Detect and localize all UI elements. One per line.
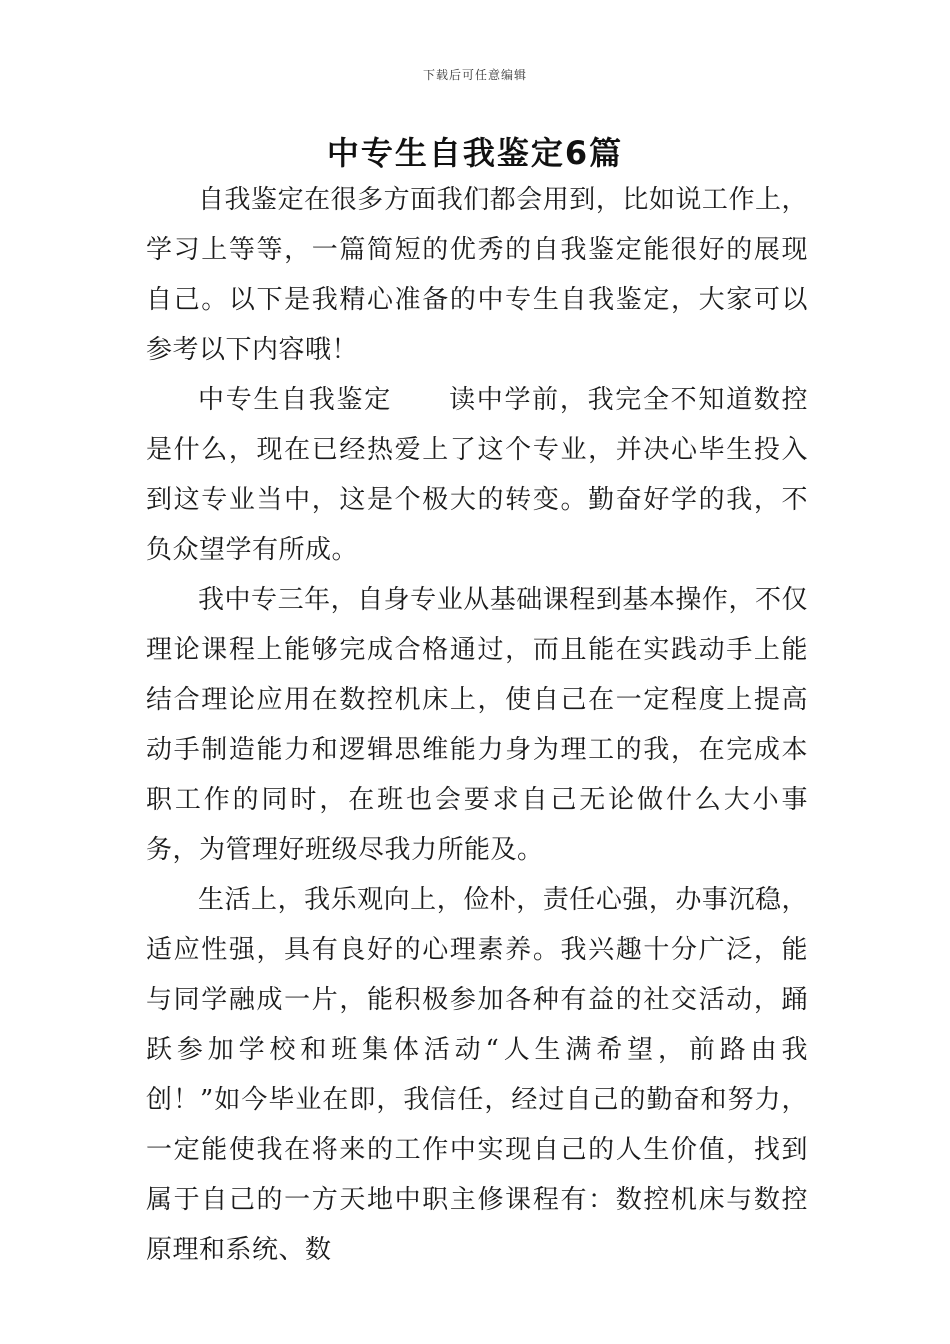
page-title: 中专生自我鉴定6篇: [326, 134, 624, 172]
section-paragraph: [146, 375, 808, 575]
header-note: 下载后可任意编辑: [422, 68, 527, 82]
document-body: [146, 175, 808, 1275]
life-paragraph: 生活上，我乐观向上，俭朴，责任心强，办事沉稳，适应性强，具有良好的心理素养。我兴趣十分广泛，能与同学融成一片，能积极参加各种有益的社交活动，踊跃参加学校和班集体活动“人生满希望，前路由我创！”如今毕业在即，我信任，经过自己的勤奋和努力，一定能使我在将来的工作中实现自己的人生价值，找到属于自己的一方天地中职主修课程有：数控机床与数控原理和系统、数: [146, 885, 808, 1265]
study-paragraph: 我中专三年，自身专业从基础课程到基本操作，不仅理论课程上能够完成合格通过，而且能在实践动手上能结合理论应用在数控机床上，使自己在一定程度上提高动手制造能力和逻辑思维能力身为理工的我，在完成本职工作的同时，在班也会要求自己无论做什么大小事务，为管理好班级尽我力所能及。: [146, 585, 808, 865]
intro-paragraph: 自我鉴定在很多方面我们都会用到，比如说工作上，学习上等等，一篇简短的优秀的自我鉴定能很好的展现自己。以下是我精心准备的中专生自我鉴定，大家可以参考以下内容哦！: [146, 185, 808, 365]
section-heading: 中专生自我鉴定: [198, 385, 392, 415]
section-first-text: 读中学前，我完全不知道数控是什么，现在已经热爱上了这个专业，并决心毕生投入到这专业当中，这是个极大的转变。勤奋好学的我，不负众望学有所成。: [146, 385, 808, 565]
